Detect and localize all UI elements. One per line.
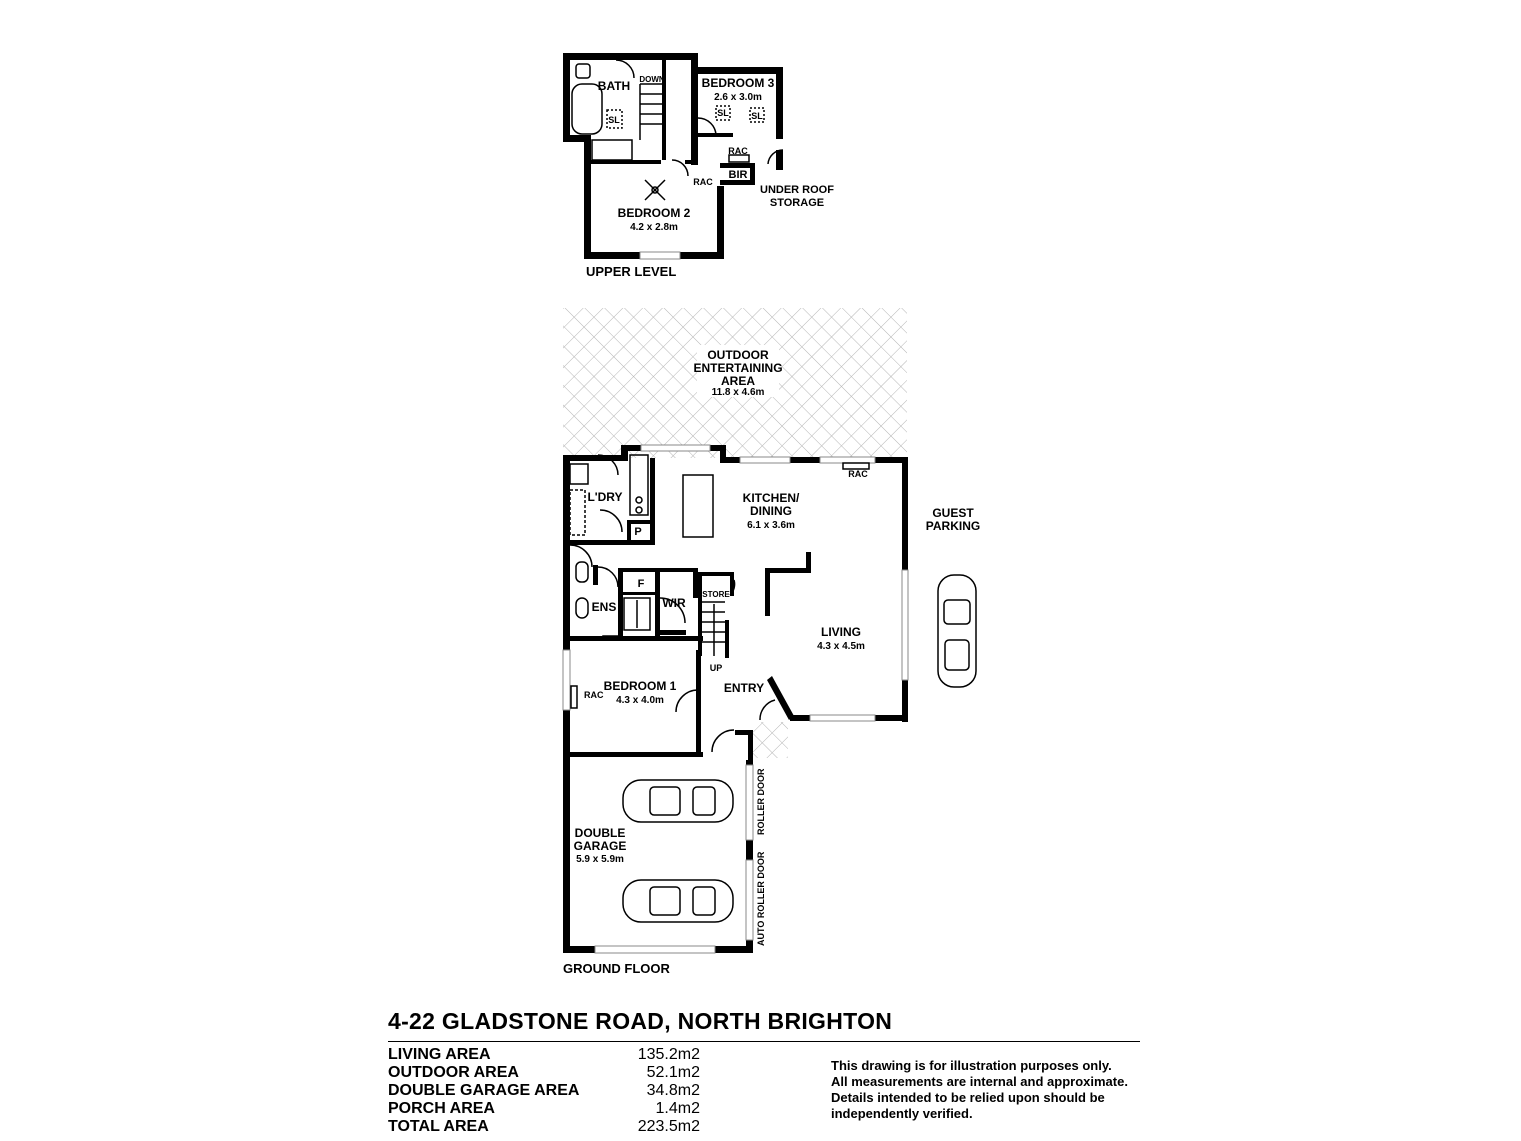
area-summary	[388, 1046, 700, 1136]
store-label: STORE	[702, 590, 730, 599]
wir-label: WIR	[662, 596, 686, 610]
kitchen-size: 6.1 x 3.6m	[747, 520, 795, 531]
area-name: DOUBLE GARAGE AREA	[388, 1082, 580, 1099]
rac-label: RAC	[728, 146, 748, 156]
bedroom2-size: 4.2 x 2.8m	[630, 222, 678, 233]
disclaimer-line: Details intended to be relied upon should be	[831, 1090, 1105, 1105]
area-value: 135.2m2	[637, 1046, 700, 1063]
down-label: DOWN	[639, 75, 665, 84]
car-icon	[623, 780, 733, 822]
area-row	[388, 1064, 700, 1082]
garage-label: GARAGE	[573, 839, 627, 853]
bedroom1-name: BEDROOM 1	[603, 679, 677, 693]
area-row	[388, 1082, 700, 1100]
storage-label: STORAGE	[769, 197, 825, 209]
disclaimer	[831, 1058, 1151, 1122]
ground-floor-title: GROUND FLOOR	[563, 961, 670, 976]
bedroom3-name: BEDROOM 3	[701, 76, 775, 90]
area-row	[388, 1046, 700, 1064]
outdoor-label: ENTERTAINING	[693, 361, 783, 375]
pantry-label: P	[634, 526, 642, 538]
sl-label: SL	[608, 115, 620, 125]
area-name: OUTDOOR AREA	[388, 1064, 519, 1081]
up-label: UP	[709, 663, 723, 673]
area-row	[388, 1100, 700, 1118]
area-name: LIVING AREA	[388, 1046, 491, 1063]
laundry-label: L'DRY	[587, 490, 623, 504]
property-address: 4-22 GLADSTONE ROAD, NORTH BRIGHTON	[388, 1008, 893, 1034]
bedroom1-size: 4.3 x 4.0m	[616, 695, 664, 706]
disclaimer-line: independently verified.	[831, 1106, 973, 1121]
fridge-label: F	[637, 578, 645, 590]
divider	[388, 1041, 1140, 1042]
upper-level-title: UPPER LEVEL	[586, 264, 677, 279]
guest-parking-label: PARKING	[925, 519, 981, 533]
sl-label: SL	[751, 111, 763, 121]
disclaimer-line: This drawing is for illustration purposes only.	[831, 1058, 1112, 1073]
garage-size: 5.9 x 5.9m	[576, 854, 624, 865]
bedroom3-size: 2.6 x 3.0m	[714, 92, 762, 103]
sl-label: SL	[717, 108, 729, 118]
outdoor-label: OUTDOOR	[707, 348, 769, 362]
auto-roller-door-label: AUTO ROLLER DOOR	[756, 851, 766, 946]
guest-parking-label: GUEST	[932, 506, 974, 520]
garage-label: DOUBLE	[574, 826, 626, 840]
living-label: LIVING	[820, 625, 862, 639]
entry-label: ENTRY	[723, 681, 765, 695]
area-row	[388, 1118, 700, 1136]
roller-door-label: ROLLER DOOR	[756, 768, 766, 835]
bir-label: BIR	[728, 169, 748, 181]
porch-hatch	[752, 722, 788, 758]
rac-label: RAC	[848, 469, 868, 479]
area-value: 52.1m2	[646, 1064, 700, 1081]
ensuite-label: ENS	[591, 600, 617, 614]
outdoor-size: 11.8 x 4.6m	[711, 387, 765, 398]
disclaimer-line: All measurements are internal and approximate.	[831, 1074, 1128, 1089]
upper-level	[563, 53, 834, 279]
storage-label: UNDER ROOF	[760, 184, 834, 196]
area-value: 1.4m2	[655, 1100, 700, 1117]
rac-label: RAC	[584, 690, 604, 700]
area-value: 223.5m2	[637, 1118, 700, 1135]
ground-floor	[563, 308, 980, 976]
area-value: 34.8m2	[646, 1082, 700, 1099]
outdoor-label: AREA	[720, 374, 756, 388]
bath-label: BATH	[597, 79, 631, 93]
rac-label: RAC	[693, 177, 713, 187]
living-size: 4.3 x 4.5m	[817, 641, 865, 652]
bedroom2-name: BEDROOM 2	[617, 206, 691, 220]
kitchen-label: DINING	[750, 504, 792, 518]
footer	[388, 1008, 1148, 1135]
car-icon	[623, 880, 733, 922]
area-name: PORCH AREA	[388, 1100, 495, 1117]
kitchen-label: KITCHEN/	[742, 491, 800, 505]
car-icon	[938, 575, 976, 687]
area-name: TOTAL AREA	[388, 1118, 489, 1135]
